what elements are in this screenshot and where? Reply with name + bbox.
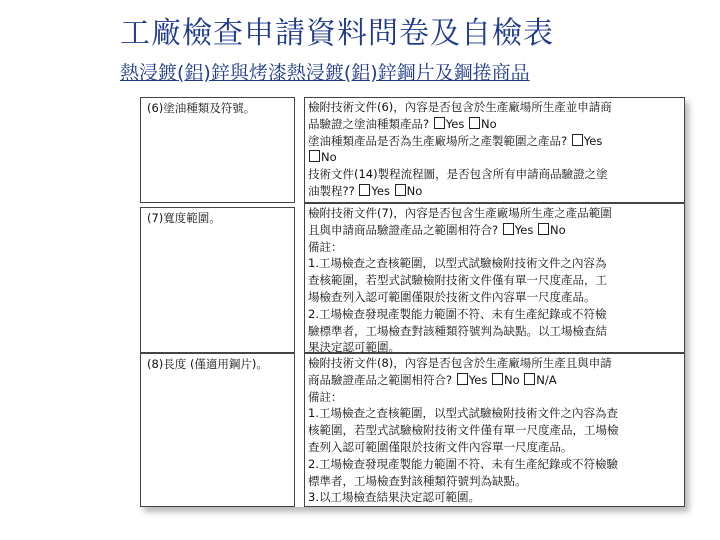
table-row xyxy=(140,97,685,203)
item-content-cell xyxy=(304,353,685,507)
content-line: 果決定認可範圍。 xyxy=(308,340,400,355)
content-line: 查列入認可範圍僅限於技術文件內容單一尺度產品。 xyxy=(308,439,573,454)
content-line: 檢附技術文件(7)，內容是否包含生產廠場所生產之產品範圍 xyxy=(308,206,612,220)
item-label-cell xyxy=(140,207,295,353)
content-line: 品驗證之塗油種類產品? Yes No xyxy=(308,116,497,131)
content-line: 備註： xyxy=(308,239,343,254)
content-line: 檢附技術文件(8)，內容是否包含於生產廠場所生產且與申請 xyxy=(308,356,612,370)
content-line: 商品驗證產品之範圍相符合? Yes No N/A xyxy=(308,372,557,387)
content-line: 油製程?? Yes No xyxy=(308,183,423,198)
item-label-cell xyxy=(140,353,295,507)
checkbox[interactable] xyxy=(395,184,406,196)
item-label: (7)寬度範圍。 xyxy=(147,211,221,225)
item-content-cell xyxy=(304,97,685,203)
checkbox[interactable] xyxy=(434,117,445,129)
content-line: 3.以工場檢查結果決定認可範圍。 xyxy=(308,490,480,505)
content-line: 備註： xyxy=(308,389,343,404)
content-line: 且與申請商品驗證產品之範圍相符合? Yes No xyxy=(308,222,566,237)
content-line: 塗油種類產品是否為生產廠場所之產製範圍之產品? Yes xyxy=(308,133,603,148)
checkbox[interactable] xyxy=(492,373,503,385)
table-row xyxy=(140,203,685,353)
page-title: 工廠檢查申請資料問卷及自檢表 xyxy=(120,16,554,51)
content-line: No xyxy=(308,149,681,166)
content-line: 驗標準者，工場檢查對該種類符號判為缺點。以工場檢查結 xyxy=(308,323,607,338)
checkbox[interactable] xyxy=(457,373,468,385)
checkbox[interactable] xyxy=(538,223,549,235)
checkbox[interactable] xyxy=(524,373,535,385)
questionnaire-table xyxy=(140,97,685,507)
content-line: 場檢查列入認可範圍僅限於技術文件內容單一尺度產品。 xyxy=(308,289,596,304)
checkbox[interactable] xyxy=(503,223,514,235)
content-line: 2.工場檢查發現產製能力範圍不符、未有生產紀錄或不符檢 xyxy=(308,306,607,321)
content-line: 標準者，工場檢查對該種類符號判為缺點。 xyxy=(308,473,527,488)
content-line: 1.工場檢查之查核範圍，以型式試驗檢附技術文件之內容為 xyxy=(308,256,607,271)
item-content-cell xyxy=(304,203,685,353)
content-line: 2.工場檢查發現產製能力範圍不符、未有生產紀錄或不符檢驗 xyxy=(308,456,618,471)
content-line: 技術文件(14)製程流程圖，是否包含所有申請商品驗證之塗 xyxy=(308,167,608,182)
item-label-cell xyxy=(140,97,295,203)
page-subtitle: 熱浸鍍(鋁)鋅與烤漆熱浸鍍(鋁)鋅鋼片及鋼捲商品 xyxy=(120,62,530,84)
content-line: 檢附技術文件(6)，內容是否包含於生產廠場所生產並申請商 xyxy=(308,100,612,114)
table-row xyxy=(140,353,685,507)
content-line: 1.工場檢查之查核範圍，以型式試驗檢附技術文件之內容為查 xyxy=(308,406,618,421)
content-line: 查核範圍，若型式試驗檢附技術文件僅有單一尺度產品，工 xyxy=(308,273,607,288)
item-label: (8)長度 (僅適用鋼片)。 xyxy=(147,357,268,371)
checkbox[interactable] xyxy=(469,117,480,129)
checkbox[interactable] xyxy=(309,150,320,162)
checkbox[interactable] xyxy=(359,184,370,196)
item-label: (6)塗油種類及符號。 xyxy=(147,101,256,115)
content-line: 核範圍，若型式試驗檢附技術文件僅有單一尺度產品，工場檢 xyxy=(308,423,619,438)
checkbox[interactable] xyxy=(572,134,583,146)
